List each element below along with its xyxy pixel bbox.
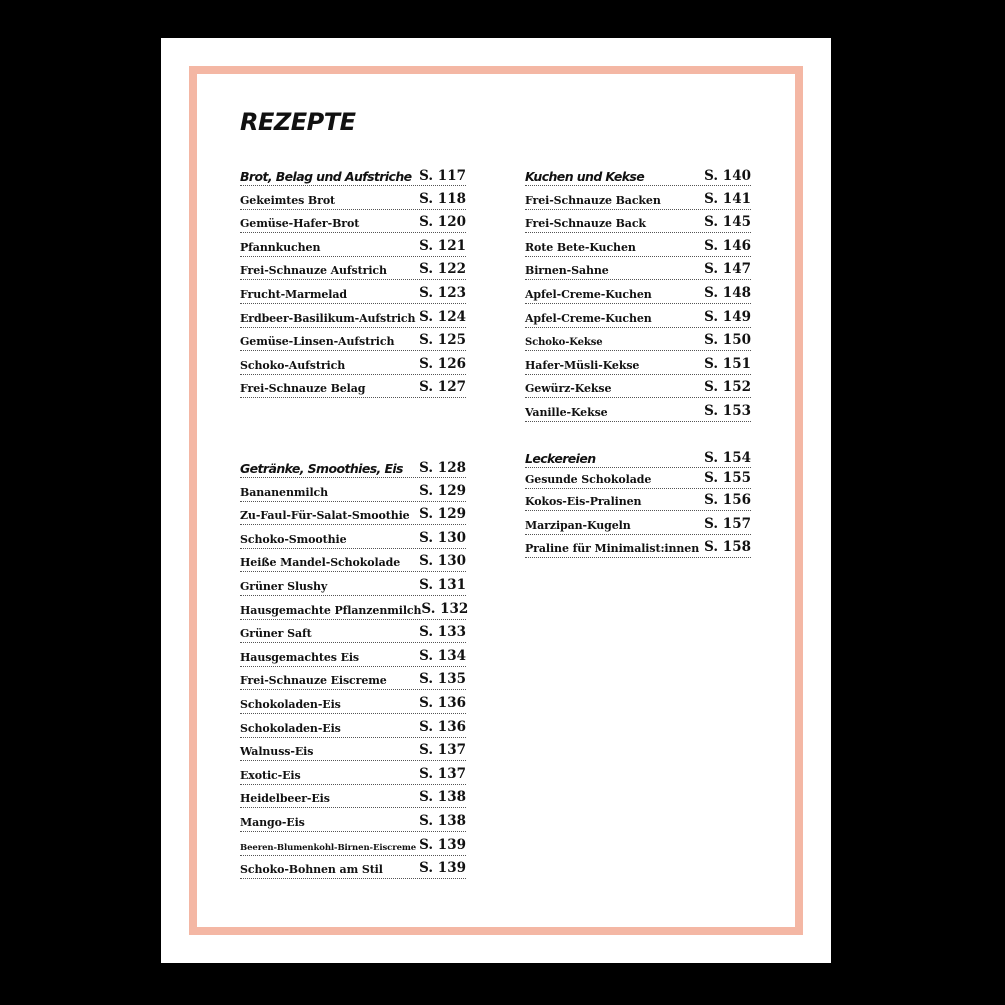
recipe-name: Hausgemachtes Eis <box>240 650 360 664</box>
recipe-page-number: S. 130 <box>419 529 466 546</box>
recipe-page-number: S. 138 <box>419 812 466 829</box>
recipe-page-number: S. 152 <box>704 379 751 396</box>
recipe-name: Hafer-Müsli-Kekse <box>525 358 640 372</box>
list-item <box>240 596 469 620</box>
recipe-name: Schoko-Smoothie <box>240 532 347 546</box>
page-title: REZEPTE <box>240 108 356 136</box>
recipe-page-number: S. 151 <box>704 355 751 372</box>
recipe-name: Frei-Schnauze Eiscreme <box>240 674 387 688</box>
list-item <box>525 233 751 257</box>
list-item <box>525 375 751 399</box>
recipe-name: Schoko-Kekse <box>525 337 603 349</box>
list-item <box>240 478 466 502</box>
recipe-name: Gewürz-Kekse <box>525 382 612 396</box>
recipe-page-number: S. 129 <box>419 482 466 499</box>
section-heading: Getränke, Smoothies, Eis <box>240 461 403 476</box>
recipe-name: Schoko-Aufstrich <box>240 358 346 372</box>
list-item <box>240 785 466 809</box>
recipe-name: Schoko-Bohnen am Stil <box>240 863 383 877</box>
section-page-number: S. 117 <box>419 168 466 184</box>
section-getraenke <box>240 455 469 879</box>
recipe-page-number: S. 123 <box>419 284 466 301</box>
list-item <box>240 832 466 856</box>
recipe-page-number: S. 149 <box>704 308 751 325</box>
recipe-page-number: S. 139 <box>419 860 466 877</box>
list-item <box>240 210 466 234</box>
recipe-name: Exotic-Eis <box>240 768 301 782</box>
recipe-page-number: S. 121 <box>419 237 466 254</box>
recipe-page-number: S. 137 <box>419 765 466 782</box>
list-item <box>525 328 751 352</box>
recipe-name: Schokoladen-Eis <box>240 721 341 735</box>
recipe-name: Walnuss-Eis <box>240 745 314 759</box>
recipe-name: Marzipan-Kugeln <box>525 518 631 532</box>
list-item <box>240 304 466 328</box>
recipe-page-number: S. 130 <box>419 553 466 570</box>
section-heading-row <box>525 445 751 468</box>
list-item <box>525 304 751 328</box>
list-item <box>240 186 466 210</box>
recipe-page-number: S. 139 <box>419 836 466 853</box>
list-item <box>240 667 466 691</box>
recipe-name: Schokoladen-Eis <box>240 697 341 711</box>
recipe-page-number: S. 156 <box>704 492 751 508</box>
section-heading-row <box>240 455 466 478</box>
list-item <box>240 714 466 738</box>
list-item <box>240 643 466 667</box>
recipe-name: Hausgemachte Pflanzenmilch <box>240 603 422 617</box>
recipe-name: Vanille-Kekse <box>525 405 608 419</box>
list-item <box>525 351 751 375</box>
list-item <box>525 280 751 304</box>
list-item <box>240 856 466 880</box>
recipe-page-number: S. 137 <box>419 742 466 759</box>
list-item <box>240 375 466 399</box>
recipe-name: Erdbeer-Basilikum-Aufstrich <box>240 311 416 325</box>
section-page-number: S. 140 <box>704 168 751 184</box>
recipe-page-number: S. 125 <box>419 332 466 349</box>
recipe-page-number: S. 146 <box>704 237 751 254</box>
recipe-page-number: S. 122 <box>419 261 466 278</box>
list-item <box>525 489 751 511</box>
section-kuchen-kekse <box>525 163 751 422</box>
list-item <box>240 549 466 573</box>
recipe-page-number: S. 136 <box>419 718 466 735</box>
list-item <box>240 328 466 352</box>
recipe-page-number: S. 118 <box>419 190 466 207</box>
recipe-name: Kokos-Eis-Pralinen <box>525 495 642 508</box>
recipe-page-number: S. 147 <box>704 261 751 278</box>
list-item <box>240 808 466 832</box>
recipe-page-number: S. 127 <box>419 379 466 396</box>
section-leckereien <box>525 445 751 558</box>
section-heading-row <box>525 163 751 186</box>
recipe-page-number: S. 132 <box>421 600 469 617</box>
recipe-page-number: S. 157 <box>704 515 751 532</box>
recipe-page-number: S. 131 <box>419 576 466 593</box>
recipe-page-number: S. 129 <box>419 506 466 523</box>
section-heading: Kuchen und Kekse <box>525 169 645 184</box>
recipe-name: Frei-Schnauze Belag <box>240 382 366 396</box>
recipe-name: Apfel-Creme-Kuchen <box>525 287 652 301</box>
recipe-page-number: S. 126 <box>419 355 466 372</box>
recipe-name: Frei-Schnauze Aufstrich <box>240 264 387 278</box>
recipe-name: Pfannkuchen <box>240 240 321 254</box>
list-item <box>240 690 466 714</box>
recipe-name: Gemüse-Hafer-Brot <box>240 217 360 231</box>
recipe-name: Heiße Mandel-Schokolade <box>240 556 401 570</box>
list-item <box>240 525 466 549</box>
recipe-page-number: S. 138 <box>419 789 466 806</box>
list-item <box>525 511 751 535</box>
recipe-page-number: S. 124 <box>419 308 466 325</box>
recipe-page-number: S. 135 <box>419 671 466 688</box>
recipe-page-number: S. 148 <box>704 284 751 301</box>
recipe-name: Gemüse-Linsen-Aufstrich <box>240 335 395 349</box>
list-item <box>240 738 466 762</box>
recipe-name: Rote Bete-Kuchen <box>525 240 636 254</box>
section-heading-row <box>240 163 466 186</box>
recipe-name: Bananenmilch <box>240 485 329 499</box>
list-item <box>525 468 751 489</box>
recipe-name: Grüner Slushy <box>240 579 328 593</box>
list-item <box>240 233 466 257</box>
list-item <box>525 186 751 210</box>
recipe-page-number: S. 120 <box>419 214 466 231</box>
recipe-name: Zu-Faul-Für-Salat-Smoothie <box>240 509 410 523</box>
recipe-page-number: S. 145 <box>704 214 751 231</box>
recipe-name: Frei-Schnauze Backen <box>525 193 661 207</box>
recipe-name: Frei-Schnauze Back <box>525 217 646 231</box>
recipe-name: Heidelbeer-Eis <box>240 792 330 806</box>
recipe-page-number: S. 134 <box>419 647 466 664</box>
recipe-name: Mango-Eis <box>240 815 305 829</box>
recipe-name: Gesunde Schokolade <box>525 473 652 486</box>
list-item <box>525 257 751 281</box>
list-item <box>240 572 466 596</box>
list-item <box>240 280 466 304</box>
recipe-name: Birnen-Sahne <box>525 264 609 278</box>
list-item <box>525 398 751 422</box>
list-item <box>525 210 751 234</box>
recipe-name: Grüner Saft <box>240 627 312 641</box>
recipe-name: Gekeimtes Brot <box>240 193 336 207</box>
section-page-number: S. 128 <box>419 460 466 476</box>
recipe-name: Frucht-Marmelad <box>240 287 347 301</box>
recipe-page-number: S. 155 <box>704 470 751 486</box>
recipe-page-number: S. 158 <box>704 539 751 556</box>
recipe-page-number: S. 153 <box>704 402 751 419</box>
recipe-page-number: S. 150 <box>704 332 751 349</box>
section-page-number: S. 154 <box>704 450 751 466</box>
section-heading: Brot, Belag und Aufstriche <box>240 169 412 184</box>
recipe-page-number: S. 133 <box>419 624 466 641</box>
recipe-page-number: S. 141 <box>704 190 751 207</box>
list-item <box>240 351 466 375</box>
recipe-name: Apfel-Creme-Kuchen <box>525 311 652 325</box>
section-brot-belag <box>240 163 466 398</box>
recipe-name: Beeren-Blumenkohl-Birnen-Eiscreme <box>240 842 417 853</box>
list-item <box>240 761 466 785</box>
list-item <box>525 535 751 559</box>
list-item <box>240 502 466 526</box>
list-item <box>240 257 466 281</box>
section-heading: Leckereien <box>525 451 596 466</box>
recipe-page-number: S. 136 <box>419 694 466 711</box>
recipe-name: Praline für Minimalist:innen <box>525 542 700 556</box>
list-item <box>240 620 466 644</box>
